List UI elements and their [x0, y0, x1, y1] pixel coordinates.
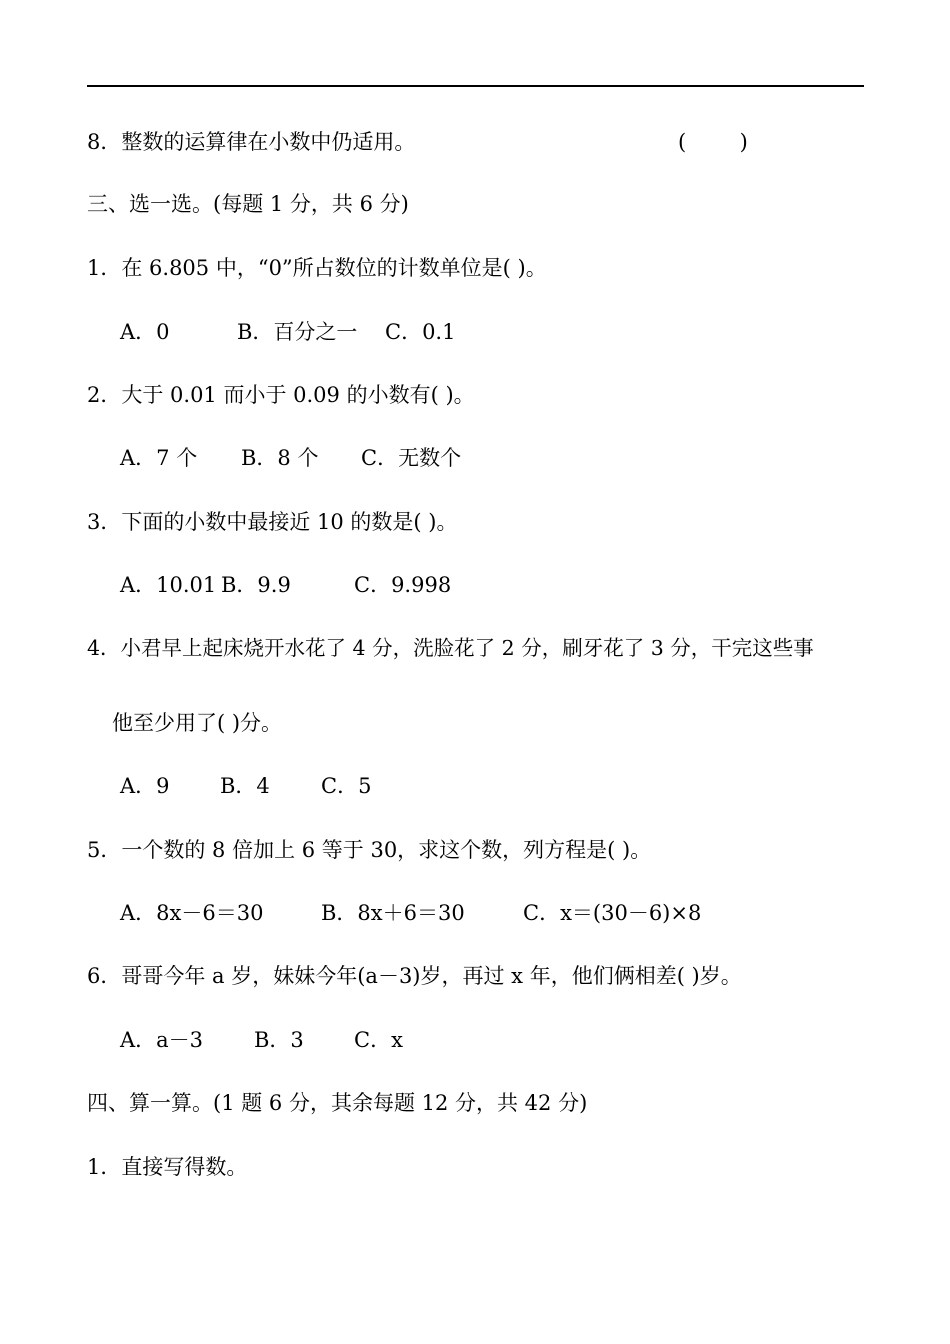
option-c[interactable]: C．x＝(30－6)×8: [523, 901, 702, 925]
option-b[interactable]: B．8 个: [241, 446, 319, 470]
option-c[interactable]: C．5: [321, 774, 372, 798]
option-b[interactable]: B．百分之一: [237, 320, 358, 344]
options-row-4: [120, 774, 860, 798]
options-row-6: [120, 1028, 860, 1052]
section-3-heading: 三、选一选。(每题 1 分，共 6 分): [87, 192, 409, 216]
option-b[interactable]: B．3: [254, 1028, 304, 1052]
choice-question-2: 2．大于 0.01 而小于 0.09 的小数有( )。: [87, 383, 475, 407]
option-a[interactable]: A．10.01: [120, 573, 217, 597]
option-c[interactable]: C．x: [354, 1028, 403, 1052]
choice-question-3: 3．下面的小数中最接近 10 的数是( )。: [87, 510, 458, 534]
option-a[interactable]: A．8x－6＝30: [120, 901, 264, 925]
top-rule: [87, 85, 864, 87]
calc-question-1: 1．直接写得数。: [87, 1155, 248, 1179]
answer-paren-8[interactable]: ( ): [678, 130, 748, 154]
options-row-5: [120, 901, 860, 925]
option-a[interactable]: A．0: [120, 320, 170, 344]
option-b[interactable]: B．9.9: [221, 573, 291, 597]
section-4-heading: 四、算一算。(1 题 6 分，其余每题 12 分，共 42 分): [87, 1091, 588, 1115]
option-a[interactable]: A．7 个: [120, 446, 198, 470]
choice-question-4-continued: 他至少用了( )分。: [112, 711, 283, 735]
choice-question-6: 6．哥哥今年 a 岁，妹妹今年(a－3)岁，再过 x 年，他们俩相差( )岁。: [87, 964, 742, 988]
option-c[interactable]: C．0.1: [385, 320, 456, 344]
options-row-1: [120, 320, 860, 344]
option-c[interactable]: C．9.998: [354, 573, 452, 597]
option-b[interactable]: B．8x＋6＝30: [321, 901, 465, 925]
option-b[interactable]: B．4: [220, 774, 270, 798]
option-a[interactable]: A．a－3: [120, 1028, 204, 1052]
choice-question-5: 5．一个数的 8 倍加上 6 等于 30，求这个数，列方程是( )。: [87, 838, 652, 862]
choice-question-4: 4．小君早上起床烧开水花了 4 分，洗脸花了 2 分，刷牙花了 3 分，干完这些事: [87, 636, 814, 660]
option-a[interactable]: A．9: [120, 774, 170, 798]
judge-question-8: 8．整数的运算律在小数中仍适用。: [87, 130, 416, 154]
options-row-3: [120, 573, 860, 597]
options-row-2: [120, 446, 860, 470]
choice-question-1: 1．在 6.805 中，“0”所占数位的计数单位是( )。: [87, 256, 547, 280]
option-c[interactable]: C．无数个: [361, 446, 462, 470]
